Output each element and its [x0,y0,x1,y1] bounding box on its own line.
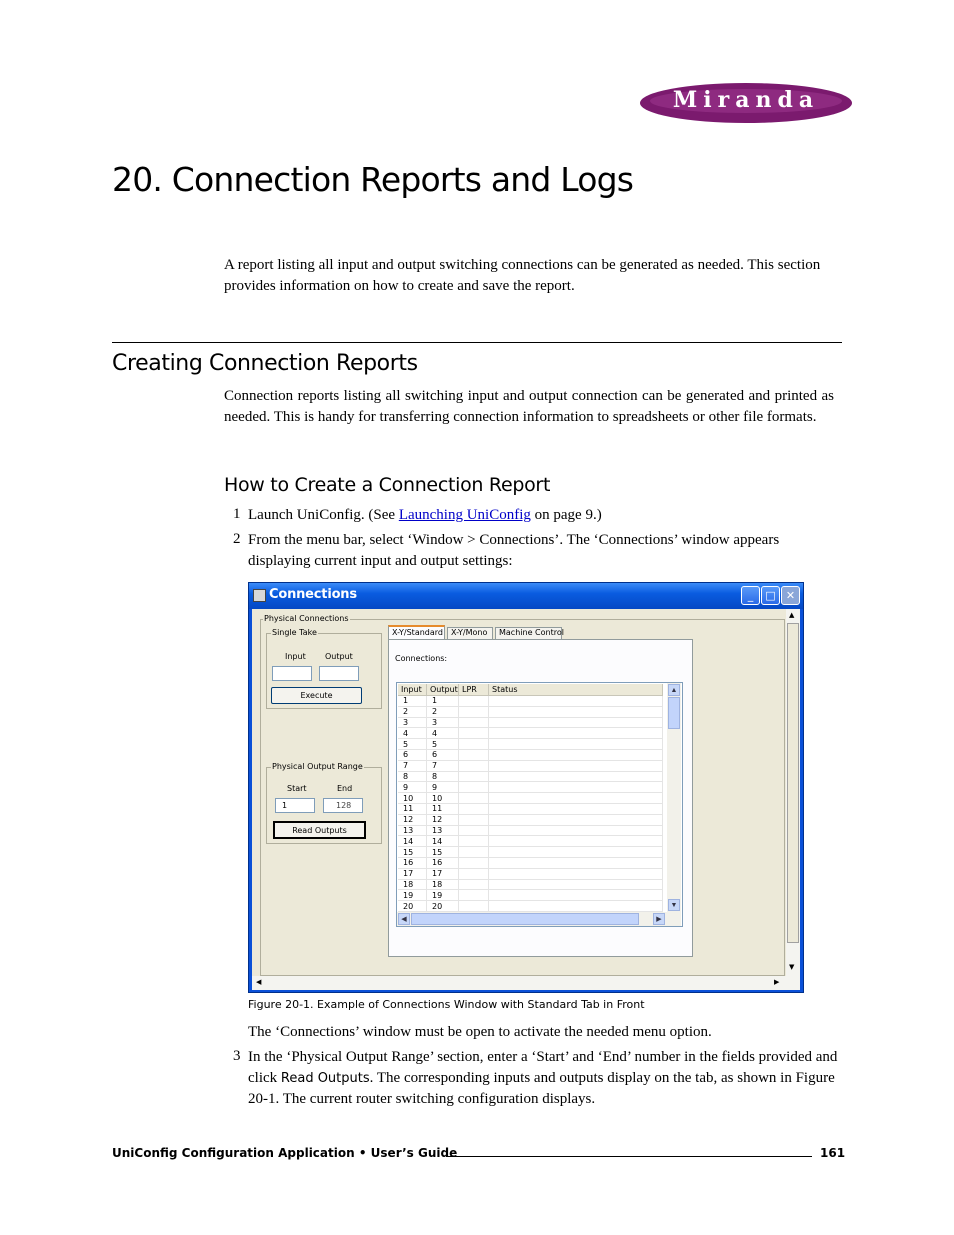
input-cell: 13 [398,825,427,836]
step-1-text [248,505,602,526]
lpr-cell [459,749,489,760]
tab-machine-control[interactable]: Machine Control [495,627,562,639]
status-cell [489,857,663,868]
connections-window [248,582,804,993]
output-cell: 18 [427,879,459,890]
table-row[interactable] [398,847,663,858]
page-number: 161 [820,1146,846,1160]
lpr-cell [459,868,489,879]
col-status-header[interactable]: Status [489,684,663,696]
table-row[interactable] [398,901,663,912]
status-cell [489,868,663,879]
table-row[interactable] [398,706,663,717]
input-cell: 17 [398,868,427,879]
output-cell: 7 [427,760,459,771]
list-vertical-scrollbar[interactable] [667,683,681,912]
status-cell [489,793,663,804]
output-cell: 16 [427,857,459,868]
lpr-cell [459,890,489,901]
lpr-cell [459,760,489,771]
output-label: Output [325,652,353,661]
window-title: Connections [269,587,357,602]
footer-title: UniConfig Configuration Application • User’s Guide [112,1146,458,1160]
input-cell: 2 [398,706,427,717]
table-row[interactable] [398,836,663,847]
lpr-cell [459,814,489,825]
physical-output-range-group [266,762,382,844]
input-cell: 16 [398,857,427,868]
table-row[interactable] [398,793,663,804]
list-horizontal-scrollbar[interactable] [397,912,681,926]
section-divider [112,342,842,343]
output-cell: 8 [427,771,459,782]
step-3-after: . The corresponding inputs and outputs display on the tab, as shown in Figure 20-1. The current router switching configuration displays. [248,1069,835,1107]
window-scroll-left-icon[interactable]: ◀ [256,978,262,986]
output-field[interactable] [319,666,359,681]
status-cell [489,847,663,858]
input-cell: 5 [398,739,427,750]
input-cell: 8 [398,771,427,782]
table-row[interactable] [398,868,663,879]
app-icon [253,589,266,602]
step-1-after: on page 9.) [530,507,602,523]
single-take-group [266,628,382,709]
step-2-number: 2 [233,531,241,547]
lpr-cell [459,825,489,836]
connections-table [398,684,663,912]
table-row[interactable] [398,825,663,836]
status-cell [489,728,663,739]
input-cell: 18 [398,879,427,890]
connections-list[interactable] [396,682,683,927]
input-cell: 4 [398,728,427,739]
status-cell [489,879,663,890]
lpr-cell [459,739,489,750]
status-cell [489,825,663,836]
table-row[interactable] [398,879,663,890]
output-cell: 6 [427,749,459,760]
lpr-cell [459,782,489,793]
table-row[interactable] [398,717,663,728]
status-cell [489,760,663,771]
step-3-before: In the ‘Physical Output Range’ section, enter a ‘Start’ and ‘End’ number in the fields provided and click [248,1049,838,1086]
output-cell: 17 [427,868,459,879]
miranda-logo [640,82,852,124]
col-lpr-header[interactable]: LPR [459,684,489,696]
step-1-number: 1 [233,506,241,522]
output-cell: 19 [427,890,459,901]
input-cell: 9 [398,782,427,793]
status-cell [489,782,663,793]
output-cell: 5 [427,739,459,750]
input-cell: 12 [398,814,427,825]
table-row[interactable] [398,814,663,825]
section-heading: Creating Connection Reports [112,351,418,376]
window-vertical-scrollbar[interactable] [786,609,800,976]
table-row[interactable] [398,771,663,782]
status-cell [489,771,663,782]
tab-xy-standard[interactable]: X-Y/Standard [388,625,445,639]
table-row[interactable] [398,760,663,771]
status-cell [489,836,663,847]
table-row[interactable] [398,890,663,901]
output-cell: 4 [427,728,459,739]
step-1-before: Launch UniConfig. (See [248,507,399,523]
chapter-title: 20. Connection Reports and Logs [112,160,634,199]
minimize-icon[interactable]: _ [741,586,760,605]
output-cell: 12 [427,814,459,825]
output-cell: 14 [427,836,459,847]
read-outputs-button[interactable]: Read Outputs [273,821,366,839]
lpr-cell [459,803,489,814]
output-cell: 10 [427,793,459,804]
status-cell [489,706,663,717]
lpr-cell [459,706,489,717]
lpr-cell [459,717,489,728]
start-label: Start [287,784,307,793]
read-outputs-ui-label: Read Outputs [280,1070,370,1086]
lpr-cell [459,793,489,804]
tab-panel [388,639,693,957]
lpr-cell [459,857,489,868]
physical-output-range-label: Physical Output Range [272,762,363,771]
lpr-cell [459,901,489,912]
col-output-header[interactable]: Output [427,684,459,696]
launching-uniconfig-link[interactable]: Launching UniConfig [398,507,531,523]
window-titlebar [249,583,803,609]
logo-text: Miranda [672,87,820,113]
status-cell [489,739,663,750]
output-cell: 2 [427,706,459,717]
status-cell [489,696,663,707]
tab-xy-mono[interactable]: X-Y/Mono [447,627,493,639]
connections-label: Connections: [395,654,448,663]
output-cell: 11 [427,803,459,814]
execute-button[interactable]: Execute [271,687,362,704]
scroll-left-icon[interactable]: ◀ [398,913,410,925]
lpr-cell [459,847,489,858]
table-row[interactable] [398,696,663,707]
col-input-header[interactable]: Input [398,684,427,696]
section-paragraph: Connection reports listing all switching input and output connection can be generated and printed as needed. This is handy for transferring connection information to spreadsheets or other file formats. [224,388,834,425]
after-figure-paragraph: The ‘Connections’ window must be open to activate the needed menu option. [248,1024,712,1040]
input-cell: 14 [398,836,427,847]
end-label: End [337,784,353,793]
physical-connections-label: Physical Connections [264,614,349,623]
close-icon[interactable]: ✕ [781,586,800,605]
input-label: Input [285,652,306,661]
input-cell: 20 [398,901,427,912]
input-cell: 6 [398,749,427,760]
window-scroll-up-icon[interactable]: ▲ [789,611,795,619]
window-client [252,609,800,990]
input-field[interactable] [272,666,312,681]
table-row[interactable] [398,728,663,739]
status-cell [489,814,663,825]
status-cell [489,890,663,901]
hscroll-thumb[interactable] [411,913,639,925]
input-cell: 10 [398,793,427,804]
output-cell: 20 [427,901,459,912]
status-cell [489,749,663,760]
status-cell [489,803,663,814]
output-cell: 9 [427,782,459,793]
maximize-icon[interactable]: □ [761,586,780,605]
input-cell: 19 [398,890,427,901]
output-cell: 1 [427,696,459,707]
window-scroll-right-icon[interactable]: ▶ [774,978,780,986]
step-3-text [248,1047,840,1110]
output-cell: 15 [427,847,459,858]
lpr-cell [459,696,489,707]
input-cell: 7 [398,760,427,771]
output-cell: 13 [427,825,459,836]
input-cell: 15 [398,847,427,858]
table-row[interactable] [398,782,663,793]
table-row[interactable] [398,749,663,760]
single-take-label: Single Take [272,628,317,637]
intro-paragraph: A report listing all input and output switching connections can be generated as needed. This section provides information on how to create and save the report. [224,257,821,294]
scroll-right-icon[interactable]: ▶ [653,913,665,925]
lpr-cell [459,836,489,847]
table-row[interactable] [398,739,663,750]
figure-caption: Figure 20-1. Example of Connections Window with Standard Tab in Front [248,998,645,1011]
window-scroll-down-icon[interactable]: ▼ [789,963,795,971]
input-cell: 11 [398,803,427,814]
step-3-number: 3 [233,1048,241,1064]
lpr-cell [459,879,489,890]
table-row[interactable] [398,803,663,814]
lpr-cell [459,771,489,782]
input-cell: 3 [398,717,427,728]
end-field[interactable]: 128 [323,798,363,813]
status-cell [489,901,663,912]
status-cell [489,717,663,728]
output-cell: 3 [427,717,459,728]
start-field[interactable]: 1 [275,798,315,813]
lpr-cell [459,728,489,739]
window-horizontal-scrollbar[interactable] [252,976,800,990]
input-cell: 1 [398,696,427,707]
step-2-text: From the menu bar, select ‘Window > Connections’. The ‘Connections’ window appears displaying current input and output settings: [248,532,780,569]
table-row[interactable] [398,857,663,868]
footer-rule [448,1156,812,1157]
scroll-up-icon[interactable]: ▲ [668,684,680,696]
sub-heading: How to Create a Connection Report [224,474,551,496]
scroll-thumb[interactable] [668,697,680,729]
scroll-down-icon[interactable]: ▼ [668,899,680,911]
window-scroll-thumb[interactable] [787,623,799,943]
